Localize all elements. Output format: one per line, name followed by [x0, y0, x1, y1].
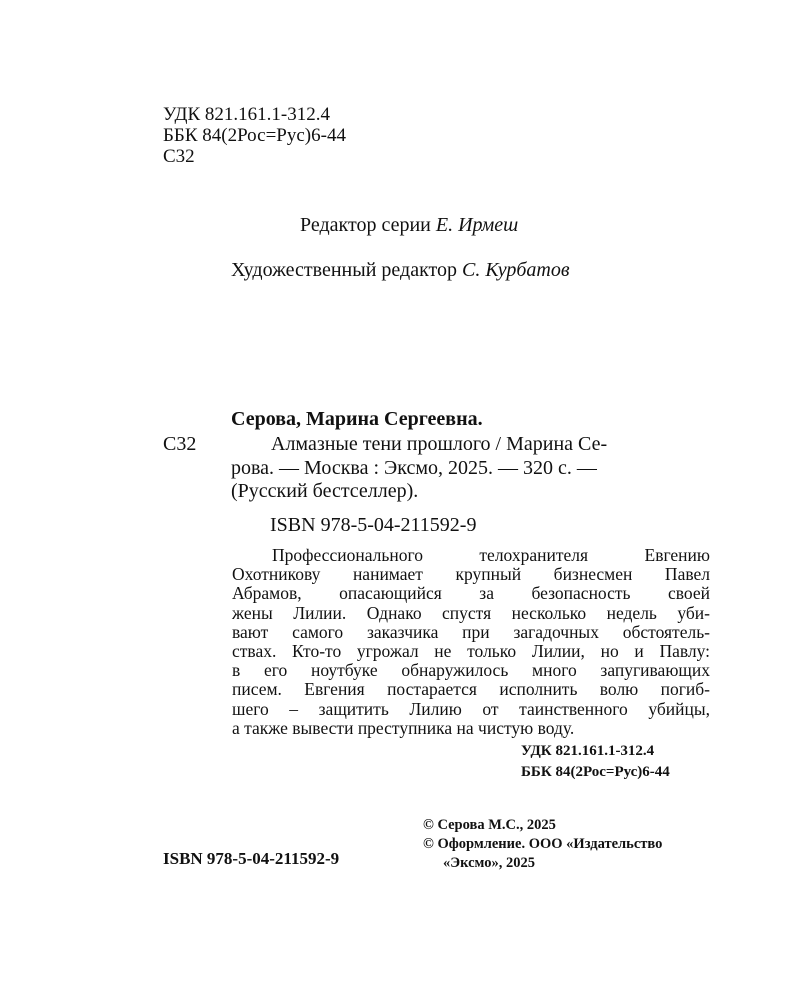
biblio-line: Алмазные тени прошлого / Марина Се- [271, 433, 608, 455]
copyright-design-cont: «Эксмо», 2025 [443, 855, 535, 871]
series-editor-name: Е. Ирмеш [435, 214, 519, 236]
annotation-line: вают самого заказчика при загадочных обстоятель- [232, 621, 710, 642]
bibliographic-description [231, 433, 711, 504]
biblio-line: рова. — Москва : Эксмо, 2025. — 320 с. — [231, 456, 597, 479]
classification-block-top [163, 104, 346, 167]
annotation-line: Охотникову нанимает крупный бизнесмен Павел [232, 564, 710, 585]
copyright-design: © Оформление. ООО «Издательство [423, 836, 663, 852]
annotation-line: в его ноутбуке обнаружилось много запугивающих [232, 660, 710, 681]
copyright-block [423, 816, 662, 873]
annotation-line: жены Лилии. Однако спустя несколько недель уби- [232, 602, 710, 623]
author-heading: Серова, Марина Сергеевна. [231, 408, 483, 430]
art-editor-name: С. Курбатов [462, 259, 570, 281]
annotation-line: Абрамов, опасающийся за безопасность своей [232, 583, 710, 604]
annotation-line: а также вывести преступника на чистую воду. [232, 717, 575, 738]
copyright-author: © Серова М.С., 2025 [423, 817, 556, 833]
series-editor-label: Редактор серии [300, 214, 436, 236]
annotation-line: Профессионального телохранителя Евгению [272, 545, 710, 565]
classification-block-bottom [521, 741, 670, 783]
series-editor [300, 214, 518, 237]
annotation-line: ствах. Кто-то угрожал не только Лилии, но и Павлу: [232, 641, 710, 662]
bbk-code-bottom: ББК 84(2Рос=Рус)6-44 [521, 764, 670, 780]
isbn-bottom: ISBN 978-5-04-211592-9 [163, 849, 340, 868]
udk-code: УДК 821.161.1-312.4 [163, 104, 330, 125]
author-mark-left: С32 [163, 433, 197, 455]
annotation [232, 546, 710, 738]
annotation-line: шего – защитить Лилию от таинственного убийцы, [232, 698, 710, 719]
bbk-code: ББК 84(2Рос=Рус)6-44 [163, 125, 346, 146]
art-editor-label: Художественный редактор [231, 259, 462, 281]
biblio-line: (Русский бестселлер). [231, 480, 419, 502]
udk-code-bottom: УДК 821.161.1-312.4 [521, 743, 655, 759]
author-mark: С32 [163, 146, 195, 167]
isbn-description: ISBN 978-5-04-211592-9 [270, 514, 477, 536]
art-editor [231, 259, 570, 282]
annotation-line: писем. Евгения постарается исполнить волю погиб- [232, 679, 710, 700]
